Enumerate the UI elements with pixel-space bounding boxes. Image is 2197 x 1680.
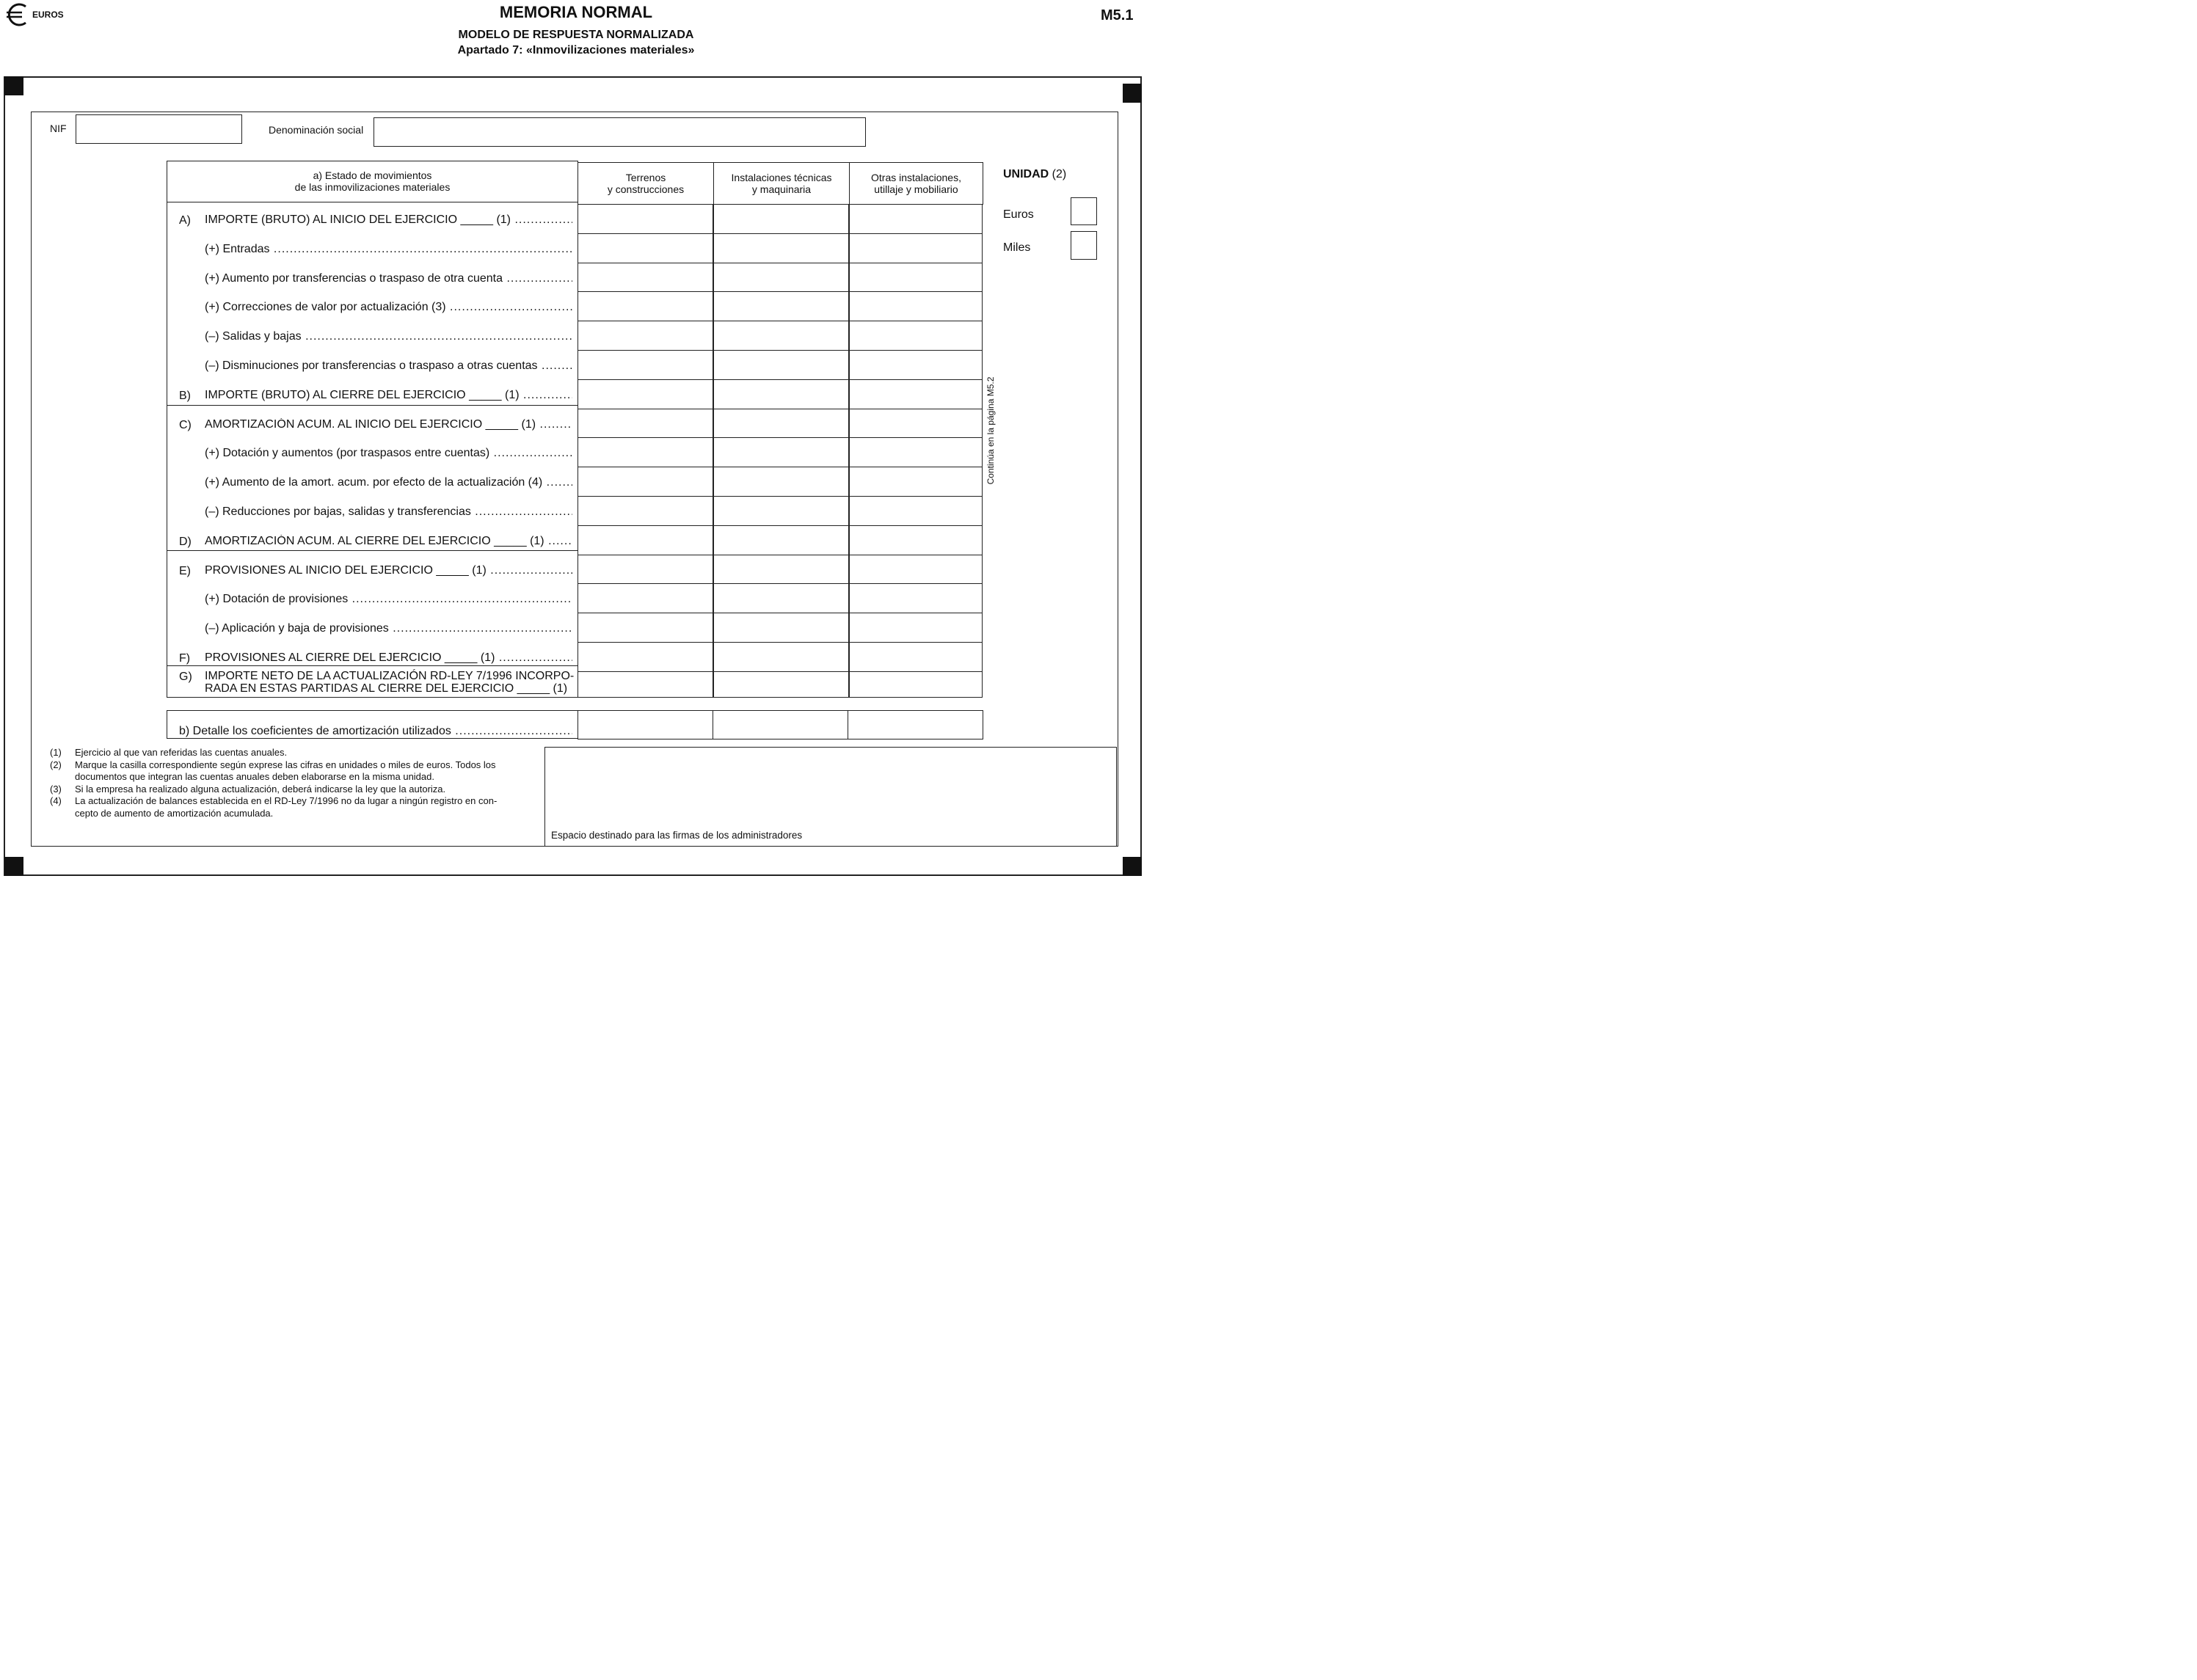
value-cell[interactable] (713, 379, 849, 409)
value-cell[interactable] (713, 204, 849, 234)
row-label (205, 418, 572, 431)
value-cell[interactable] (578, 350, 713, 380)
row-letter: F) (179, 652, 191, 665)
value-cell[interactable] (849, 291, 983, 321)
row-label (205, 564, 572, 577)
value-cell[interactable] (578, 525, 713, 555)
footnote-line: documentos que integran las cuentas anuales deben elaborarse en la misma unidad. (75, 771, 434, 782)
row-label (205, 330, 572, 343)
row-label (205, 505, 572, 519)
row-label-text: AMORTIZACIÓN ACUM. AL INICIO DEL EJERCICIO _____ (1) ..... (205, 418, 572, 431)
section-divider-de (167, 550, 578, 551)
value-cell[interactable] (849, 233, 983, 263)
row-label (205, 213, 572, 227)
footnote-line: Si la empresa ha realizado alguna actualización, deberá indicarse la ley que la autoriza. (75, 783, 446, 795)
footnote-number: (4) (50, 795, 62, 806)
value-cell-g[interactable] (849, 671, 983, 698)
value-cell[interactable] (713, 467, 849, 497)
euro-icon (4, 1, 31, 28)
row-label (205, 243, 572, 256)
section-title: Apartado 7: «Inmovilizaciones materiales» (457, 44, 695, 56)
registration-mark-bottom-right (1123, 857, 1142, 876)
value-cell[interactable] (713, 233, 849, 263)
value-cell[interactable] (849, 496, 983, 526)
footnote-line: Marque la casilla correspondiente según exprese las cifras en unidades o miles de euros. Todos los (75, 759, 496, 770)
value-cell[interactable] (713, 321, 849, 351)
footnote-line: cepto de aumento de amortización acumulada. (75, 807, 274, 819)
column-header-instalaciones: Instalaciones técnicas y maquinaria (714, 163, 850, 205)
row-g-label (205, 670, 574, 695)
registration-mark-bottom-left (4, 857, 23, 876)
row-label-text: (–) Salidas y bajas ..... (205, 330, 572, 343)
unidad-miles-checkbox[interactable] (1071, 231, 1097, 260)
row-label-text: (–) Disminuciones por transferencias o traspaso a otras cuentas ..... (205, 359, 572, 372)
value-cell[interactable] (713, 437, 849, 467)
row-label (205, 535, 572, 548)
registration-mark-top-left (4, 76, 23, 95)
table-a-header-line2: de las inmovilizaciones materiales (294, 181, 451, 193)
row-label-text: (+) Aumento por transferencias o traspaso de otra cuenta ..... (205, 272, 572, 285)
row-label (205, 389, 572, 402)
footnote (50, 747, 534, 759)
value-cell[interactable] (849, 583, 983, 613)
value-cell[interactable] (849, 642, 983, 672)
value-cell[interactable] (849, 321, 983, 351)
column-header-terrenos: Terrenos y construcciones (578, 163, 714, 205)
footnote-number: (3) (50, 783, 62, 795)
value-cell[interactable] (578, 555, 713, 585)
row-label-text: (–) Reducciones por bajas, salidas y transferencias ..... (205, 505, 572, 518)
coefficient-cell-terrenos[interactable] (578, 711, 713, 739)
value-grid (578, 162, 983, 205)
value-cell[interactable] (578, 263, 713, 293)
row-label-text: PROVISIONES AL CIERRE DEL EJERCICIO _____ (1) ..... (205, 651, 572, 664)
table-a-header (167, 169, 578, 193)
value-cell[interactable] (578, 233, 713, 263)
nif-field[interactable] (76, 114, 242, 144)
unidad-euros-checkbox[interactable] (1071, 197, 1097, 225)
table-a-header-line1: a) Estado de movimientos (313, 169, 432, 181)
value-cell[interactable] (713, 263, 849, 293)
unidad-heading (1003, 168, 1066, 181)
value-cell[interactable] (713, 291, 849, 321)
value-cell[interactable] (578, 379, 713, 409)
page-title: MEMORIA NORMAL (499, 3, 653, 21)
row-letter: A) (179, 214, 191, 227)
footnote-line: La actualización de balances establecida en el RD-Ley 7/1996 no da lugar a ningún registro en con- (75, 795, 498, 806)
row-label (205, 651, 572, 665)
value-cell[interactable] (578, 613, 713, 643)
column-header-row (578, 163, 983, 205)
registration-mark-top-right (1123, 84, 1142, 103)
unidad-euros-label: Euros (1003, 208, 1034, 221)
value-cell[interactable] (849, 555, 983, 585)
row-letter: E) (179, 564, 191, 577)
value-cell[interactable] (713, 583, 849, 613)
row-label-text: PROVISIONES AL INICIO DEL EJERCICIO _____ (1) ..... (205, 564, 572, 577)
value-cell[interactable] (713, 525, 849, 555)
unidad-title: UNIDAD (1003, 168, 1049, 180)
page-code: M5.1 (1101, 7, 1134, 23)
value-cell[interactable] (713, 409, 849, 439)
footnote (50, 784, 534, 796)
nif-label: NIF (50, 123, 67, 134)
value-cell[interactable] (713, 350, 849, 380)
coefficients-label: b) Detalle los coeficientes de amortización utilizados ..... (179, 725, 572, 738)
footnote-number: (2) (50, 759, 62, 770)
row-label (205, 301, 572, 314)
footnote (50, 795, 534, 819)
signature-label: Espacio destinado para las firmas de los administradores (551, 830, 803, 841)
section-divider-bc (167, 405, 578, 406)
value-cell[interactable] (849, 263, 983, 293)
value-cell-g[interactable] (713, 671, 849, 698)
value-cell[interactable] (713, 642, 849, 672)
value-cell[interactable] (849, 613, 983, 643)
row-letter: D) (179, 535, 192, 548)
coefficients-grid (578, 710, 983, 739)
value-cell[interactable] (578, 583, 713, 613)
value-cell[interactable] (578, 467, 713, 497)
row-label-text: IMPORTE (BRUTO) AL CIERRE DEL EJERCICIO _____ (1) ..... (205, 389, 572, 401)
row-label (205, 622, 572, 635)
footnotes (50, 747, 534, 819)
row-label-text: (+) Aumento de la amort. acum. por efecto de la actualización (4) ..... (205, 476, 572, 489)
row-g-line1: IMPORTE NETO DE LA ACTUALIZACIÓN RD-LEY 7/1996 INCORPO- (205, 670, 575, 682)
value-cell[interactable] (578, 291, 713, 321)
row-label (205, 447, 572, 460)
value-cell[interactable] (713, 555, 849, 585)
page-subtitle: MODELO DE RESPUESTA NORMALIZADA (458, 29, 694, 41)
value-cell[interactable] (578, 409, 713, 439)
value-cell[interactable] (578, 204, 713, 234)
row-label (205, 593, 572, 606)
unidad-miles-label: Miles (1003, 241, 1031, 254)
value-cell[interactable] (849, 525, 983, 555)
row-g-line2: RADA EN ESTAS PARTIDAS AL CIERRE DEL EJERCICIO _____ (1) (205, 682, 568, 695)
value-cell[interactable] (578, 321, 713, 351)
continued-note: Continúa en la página M5.2 (985, 376, 996, 485)
value-cell[interactable] (849, 379, 983, 409)
value-cell[interactable] (578, 496, 713, 526)
value-cell[interactable] (849, 350, 983, 380)
row-label (205, 272, 572, 285)
value-cell[interactable] (578, 437, 713, 467)
row-label-text: AMORTIZACIÓN ACUM. AL CIERRE DEL EJERCICIO _____ (1) ..... (205, 535, 572, 547)
row-label-text: (+) Dotación y aumentos (por traspasos entre cuentas) ..... (205, 447, 572, 459)
row-label-text: (+) Entradas ..... (205, 243, 572, 255)
row-label-text: (+) Correcciones de valor por actualización (3) ..... (205, 301, 572, 313)
value-cell[interactable] (849, 409, 983, 439)
row-letter: B) (179, 389, 191, 402)
footnote-line: Ejercicio al que van referidas las cuentas anuales. (75, 747, 288, 758)
footnote-number: (1) (50, 747, 62, 758)
euro-logo (4, 1, 31, 28)
value-cell-g[interactable] (578, 671, 713, 698)
unidad-note: (2) (1052, 168, 1067, 180)
coefficient-cell-instalaciones[interactable] (713, 711, 848, 739)
denominacion-field[interactable] (374, 117, 866, 147)
footnote (50, 759, 534, 784)
value-cell[interactable] (849, 437, 983, 467)
row-label-text: IMPORTE (BRUTO) AL INICIO DEL EJERCICIO _____ (1) ..... (205, 213, 572, 226)
currency-label: EUROS (32, 10, 64, 20)
value-cell[interactable] (849, 204, 983, 234)
value-cell[interactable] (849, 467, 983, 497)
value-cell[interactable] (578, 642, 713, 672)
value-cell[interactable] (713, 496, 849, 526)
row-g-letter: G) (179, 671, 192, 683)
row-label (205, 476, 572, 489)
row-letter: C) (179, 418, 192, 431)
value-cell[interactable] (713, 613, 849, 643)
row-label-text: (+) Dotación de provisiones ..... (205, 593, 572, 605)
coefficient-cell-otras[interactable] (848, 711, 983, 739)
column-header-otras: Otras instalaciones, utillaje y mobiliario (850, 163, 983, 205)
denominacion-label: Denominación social (269, 124, 364, 136)
row-label-text: (–) Aplicación y baja de provisiones ..... (205, 622, 572, 635)
row-label (205, 359, 572, 373)
row-g-divider (167, 665, 578, 666)
